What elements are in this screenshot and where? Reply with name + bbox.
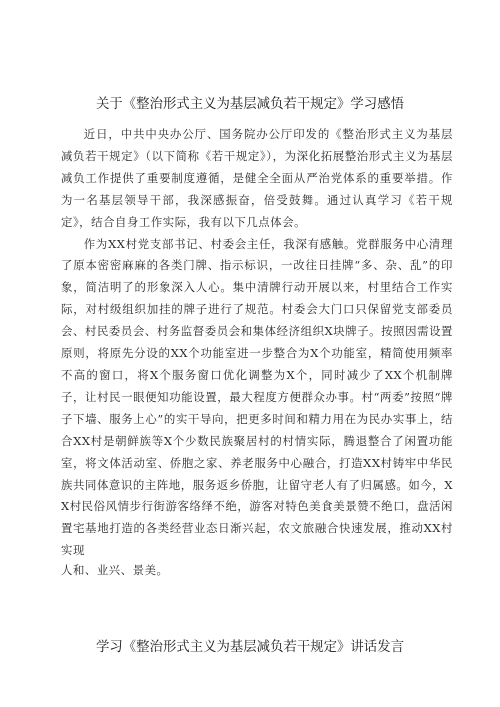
paragraph-experience: 作为XX村党支部书记、村委会主任，我深有感触。党群服务中心清理了原本密密麻麻的各类门牌、指示标识，一改往日挂牌“多、杂、乱”的印象，简洁明了的形象深入人心。集中清牌行动开展以来，村里结合工作实际，对村级组织加挂的牌子进行了规范。村委会大门口只保留党支部委员会、村民委员会、村务监督委员会和集体经济组织X块牌子。按照因需设置原则，将原先分设的XX个功能室进一步整合为X个功能室，精简使用频率不高的窗口，将X个服务窗口优化调整为X个，同时减少了XX个机制牌子，让村民一眼便知功能设置，最大程度方便群众办事。村“两委”按照“牌子下墙、服务上心”的实干导向，把更多时间和精力用在为民办实事上，结合XX村是朝鲜族等X个少数民族聚居村的村情实际，腾退整合了闲置功能室，将文体活动室、侨胞之家、养老服务中心融合，打造XX村铸牢中华民族共同体意识的主阵地，服务返乡侨胞，让留守老人有了归属感。如今，XX村民俗风情步行街游客络绎不绝，游客对特色美食美景赞不绝口，盘活闲置宅基地打造的各类经营业态日渐兴起，农文旅融合快速发展，推动XX村实现 <box>61 236 453 558</box>
next-section-title: 学习《整治形式主义为基层减负若干规定》讲话发言 <box>96 640 404 655</box>
document-title: 关于《整治形式主义为基层减负若干规定》学习感悟 <box>96 97 404 112</box>
document-body <box>61 124 453 579</box>
paragraph-intro: 近日，中共中央办公厅、国务院办公厅印发的《整治形式主义为基层减负若干规定》（以下简称《若干规定》），为深化拓展整治形式主义为基层减负工作提供了重要制度遵循，是健全全面从严治党体系的重要举措。作为一名基层领导干部，我深感振奋，倍受鼓舞。通过认真学习《若干规定》，结合自身工作实际，我有以下几点体会。 <box>61 127 453 229</box>
paragraph-tail: 人和、业兴、景美。 <box>61 563 169 578</box>
